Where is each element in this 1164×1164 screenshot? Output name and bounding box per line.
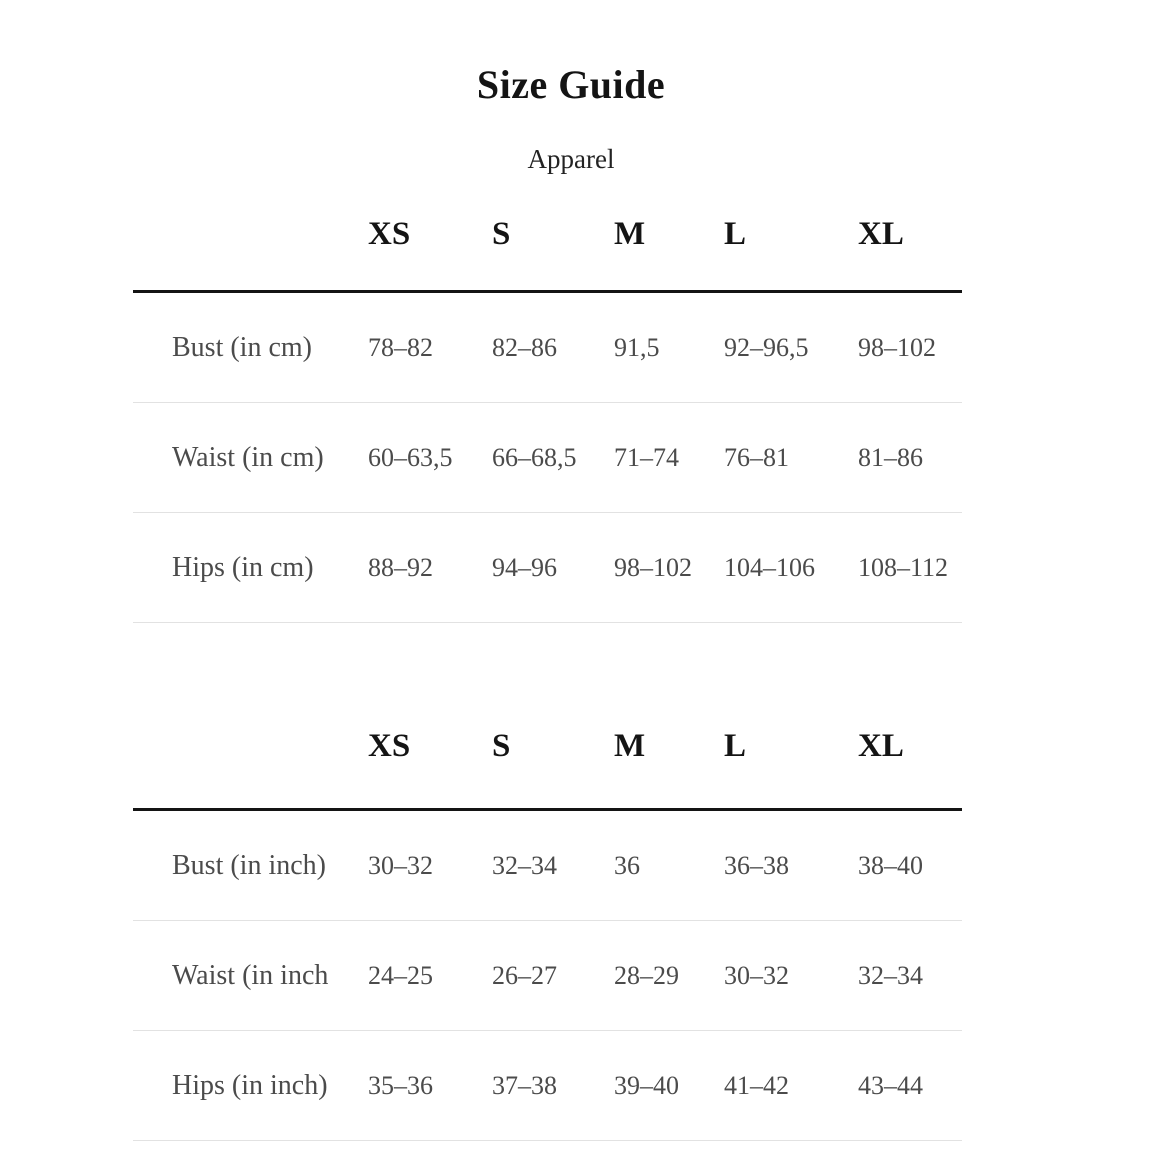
size-value: 78–82 [368,332,433,362]
size-value: 32–34 [858,960,923,990]
size-value: 39–40 [614,1070,679,1100]
size-value: 88–92 [368,552,433,582]
table-row-hips-inch [133,1031,962,1141]
page-subtitle: Apparel [527,144,615,174]
size-value: 36 [614,850,640,880]
column-header-xs: XS [368,728,411,765]
table-header-row [133,179,962,293]
size-value: 43–44 [858,1070,923,1100]
column-header-m: M [614,216,646,253]
size-value: 66–68,5 [492,442,577,472]
row-label: Bust (in inch) [172,849,326,881]
size-value: 28–29 [614,960,679,990]
column-header-xs: XS [368,216,411,253]
row-label: Hips (in inch) [172,1069,328,1101]
size-value: 82–86 [492,332,557,362]
table-row-waist-inch [133,921,962,1031]
table-row-bust-cm [133,293,962,403]
size-value: 104–106 [724,552,815,582]
column-header-l: L [724,216,747,253]
size-value: 30–32 [368,850,433,880]
table-row-hips-cm [133,513,962,623]
column-header-m: M [614,728,646,765]
size-value: 94–96 [492,552,557,582]
table-row-waist-cm [133,403,962,513]
size-value: 37–38 [492,1070,557,1100]
table-row-bust-inch [133,811,962,921]
size-value: 92–96,5 [724,332,809,362]
size-value: 91,5 [614,332,660,362]
size-value: 98–102 [858,332,936,362]
size-value: 60–63,5 [368,442,453,472]
table-header-row [133,685,962,811]
column-header-xl: XL [858,728,904,765]
size-value: 32–34 [492,850,557,880]
size-value: 108–112 [858,552,949,582]
header-block [0,62,1142,179]
row-label: Hips (in cm) [172,551,314,583]
row-label: Waist (in cm) [172,441,324,473]
size-value: 30–32 [724,960,789,990]
size-table-inch [133,685,962,1141]
row-label: Bust (in cm) [172,331,312,363]
size-value: 38–40 [858,850,923,880]
size-value: 76–81 [724,442,789,472]
size-value: 71–74 [614,442,679,472]
page-title: Size Guide [476,62,666,107]
size-value: 26–27 [492,960,557,990]
size-table-cm [133,179,962,623]
column-header-l: L [724,728,747,765]
size-value: 24–25 [368,960,433,990]
size-value: 41–42 [724,1070,789,1100]
size-value: 36–38 [724,850,789,880]
row-label: Waist (in inch [172,959,329,991]
size-value: 98–102 [614,552,692,582]
size-value: 81–86 [858,442,923,472]
column-header-xl: XL [858,216,904,253]
column-header-s: S [492,216,511,253]
size-value: 35–36 [368,1070,433,1100]
column-header-s: S [492,728,511,765]
